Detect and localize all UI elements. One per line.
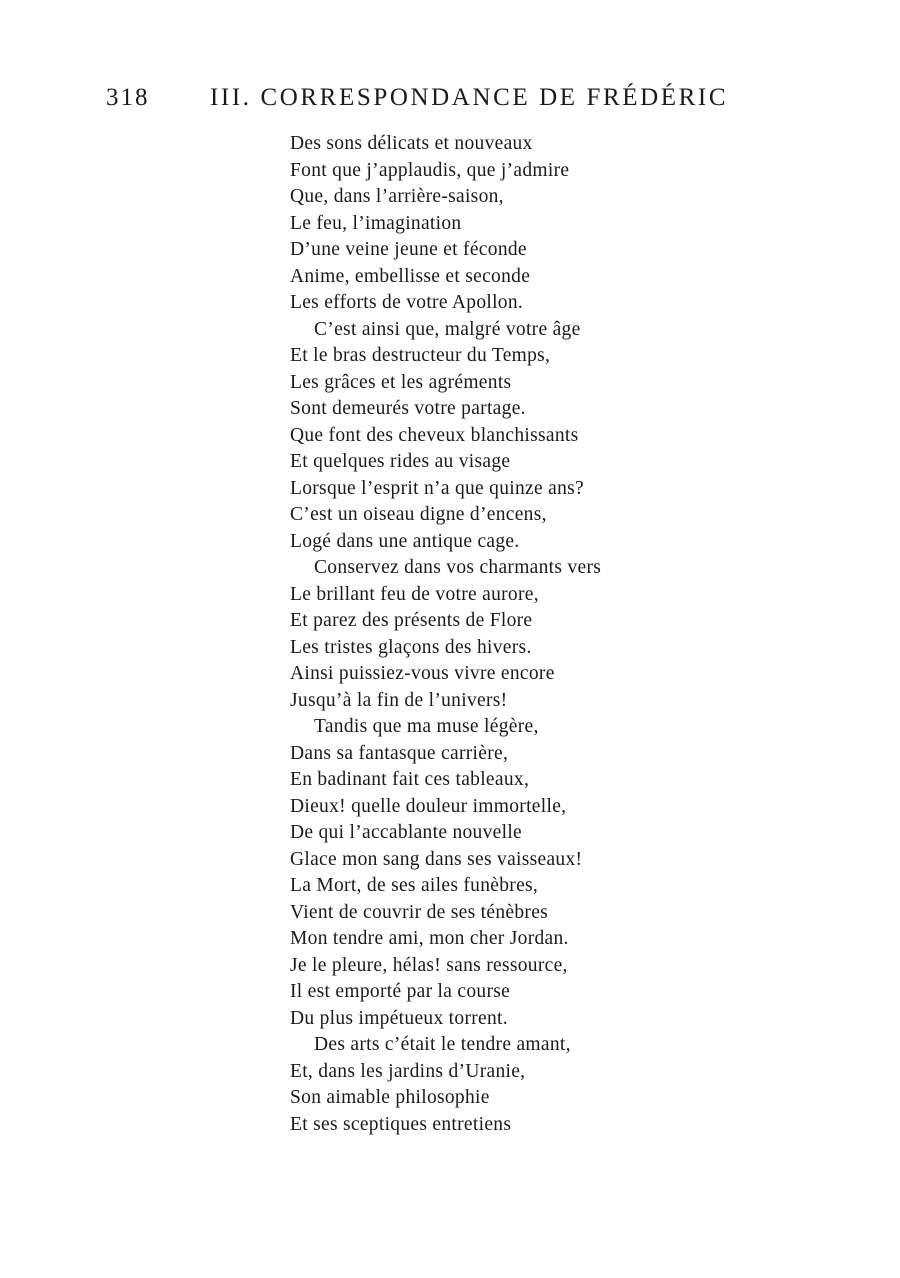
verse-line: Des arts c’était le tendre amant, xyxy=(314,1034,571,1055)
verse-line: Lorsque l’esprit n’a que quinze ans? xyxy=(290,477,584,499)
verse-line: Que, dans l’arrière-saison, xyxy=(290,186,504,207)
verse-line: La Mort, de ses ailes funèbres, xyxy=(290,875,539,896)
verse-line: Que font des cheveux blanchissants xyxy=(290,424,579,446)
verse-line: Et parez des présents de Flore xyxy=(290,610,533,631)
verse-line: Et quelques rides au visage xyxy=(290,451,511,472)
verse-line: Le brillant feu de votre aurore, xyxy=(290,583,539,605)
verse-line: Et, dans les jardins d’Uranie, xyxy=(290,1060,526,1082)
verse-line: Sont demeurés votre partage. xyxy=(290,398,526,419)
verse-line: Mon tendre ami, mon cher Jordan. xyxy=(290,928,569,949)
verse-line: Tandis que ma muse légère, xyxy=(314,716,539,737)
verse-line: Les efforts de votre Apollon. xyxy=(290,292,524,313)
verse-line: Dieux! quelle douleur immortelle, xyxy=(290,795,567,817)
page-header xyxy=(106,84,746,118)
verse-line: Des sons délicats et nouveaux xyxy=(290,133,533,154)
page-number: 318 xyxy=(106,84,150,111)
verse-line: Du plus impétueux torrent. xyxy=(290,1007,508,1029)
verse-line: Jusqu’à la fin de l’univers! xyxy=(290,689,508,711)
verse-line: Les tristes glaçons des hivers. xyxy=(290,636,532,658)
verse-line: Font que j’applaudis, que j’admire xyxy=(290,159,570,181)
verse-line: Le feu, l’imagination xyxy=(290,212,462,234)
verse-line: Son aimable philosophie xyxy=(290,1087,490,1108)
verse-line: C’est ainsi que, malgré votre âge xyxy=(314,318,581,340)
verse-line: Et le bras destructeur du Temps, xyxy=(290,345,551,366)
verse-line: Vient de couvrir de ses ténèbres xyxy=(290,901,549,923)
verse-line: Les grâces et les agréments xyxy=(290,371,512,393)
verse-line: C’est un oiseau digne d’encens, xyxy=(290,504,547,525)
poem-body xyxy=(290,131,730,1138)
verse-line: De qui l’accablante nouvelle xyxy=(290,822,523,843)
verse-line: Conservez dans vos charmants vers xyxy=(314,557,602,578)
verse-line: Logé dans une antique cage. xyxy=(290,530,520,552)
verse-line: Anime, embellisse et seconde xyxy=(290,265,531,287)
verse-line: D’une veine jeune et féconde xyxy=(290,239,527,260)
verse-line: Dans sa fantasque carrière, xyxy=(290,742,509,764)
verse-line: Il est emporté par la course xyxy=(290,981,511,1002)
running-head: III. CORRESPONDANCE DE FRÉDÉRIC xyxy=(210,84,729,111)
verse-line: Je le pleure, hélas! sans ressource, xyxy=(290,954,568,976)
verse-line: Glace mon sang dans ses vaisseaux! xyxy=(290,848,583,870)
verse-line: Ainsi puissiez-vous vivre encore xyxy=(290,663,555,684)
verse-line: En badinant fait ces tableaux, xyxy=(290,769,530,790)
verse-line: Et ses sceptiques entretiens xyxy=(290,1113,512,1135)
